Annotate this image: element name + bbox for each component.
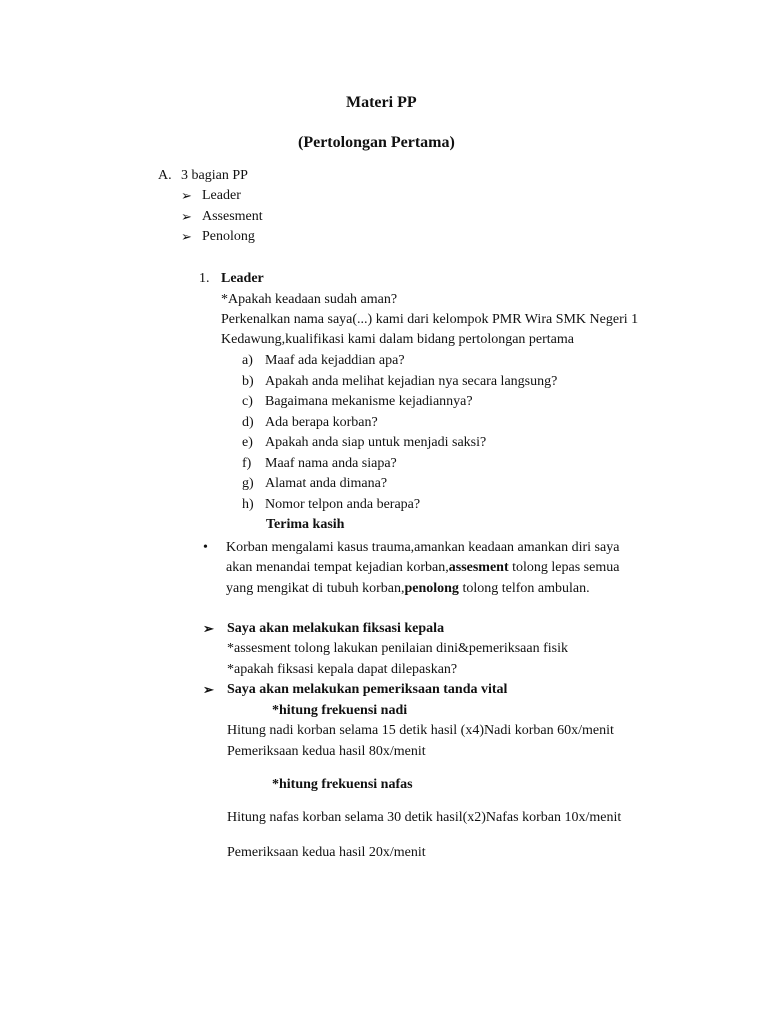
question-item: Maaf ada kejaddian apa? <box>265 353 405 368</box>
section-a-label: 3 bagian PP <box>181 168 248 183</box>
leader-line: Kedawung,kualifikasi kami dalam bidang pertolongan pertama <box>221 332 575 347</box>
question-item: Apakah anda melihat kejadian nya secara langsung? <box>265 374 558 389</box>
paragraph-bold-text: penolong <box>404 581 459 596</box>
leader-number: 1. <box>199 271 210 286</box>
paragraph-text: yang mengikat di tubuh korban, <box>226 581 405 596</box>
question-marker: c) <box>242 394 253 409</box>
arrow-bullet-icon: ➢ <box>203 682 214 697</box>
paragraph-line: Korban mengalami kasus trauma,amankan keadaan amankan diri saya <box>226 540 620 555</box>
fiksasi-heading: Saya akan melakukan fiksasi kepala <box>227 621 445 636</box>
question-item: Apakah anda siap untuk menjadi saksi? <box>265 435 487 450</box>
fiksasi-line: *apakah fiksasi kepala dapat dilepaskan? <box>227 662 458 677</box>
question-marker: d) <box>242 415 254 430</box>
question-item: Bagaimana mekanisme kejadiannya? <box>265 394 473 409</box>
paragraph-line <box>226 559 619 577</box>
question-marker: e) <box>242 435 253 450</box>
section-a-marker: A. <box>158 168 172 183</box>
paragraph-line <box>226 580 590 598</box>
paragraph-text: akan menandai tempat kejadian korban, <box>226 560 449 575</box>
nadi-heading: *hitung frekuensi nadi <box>272 703 408 718</box>
question-item: Nomor telpon anda berapa? <box>265 497 421 512</box>
doc-title: Materi PP <box>346 94 417 111</box>
arrow-bullet-icon: ➢ <box>181 209 192 224</box>
question-item: Ada berapa korban? <box>265 415 378 430</box>
question-item: Maaf nama anda siapa? <box>265 456 397 471</box>
arrow-bullet-icon: ➢ <box>181 188 192 203</box>
arrow-bullet-icon: ➢ <box>181 229 192 244</box>
doc-subtitle: (Pertolongan Pertama) <box>298 134 455 151</box>
question-marker: b) <box>242 374 254 389</box>
nafas-heading: *hitung frekuensi nafas <box>272 777 413 792</box>
paragraph-bold-text: assesment <box>448 560 509 575</box>
nafas-line: Pemeriksaan kedua hasil 20x/menit <box>227 845 426 860</box>
vital-heading: Saya akan melakukan pemeriksaan tanda vital <box>227 682 508 697</box>
list-item: Leader <box>202 188 241 203</box>
fiksasi-line: *assesment tolong lakukan penilaian dini&pemeriksaan fisik <box>227 641 568 656</box>
leader-line: *Apakah keadaan sudah aman? <box>221 292 398 307</box>
nadi-line: Pemeriksaan kedua hasil 80x/menit <box>227 744 426 759</box>
question-marker: a) <box>242 353 253 368</box>
question-marker: f) <box>242 456 252 471</box>
leader-heading: Leader <box>221 271 264 286</box>
dot-bullet-icon: • <box>203 540 208 555</box>
list-item: Penolong <box>202 229 255 244</box>
paragraph-text: tolong telfon ambulan. <box>458 581 590 596</box>
nafas-line: Hitung nafas korban selama 30 detik hasil(x2)Nafas korban 10x/menit <box>227 810 622 825</box>
question-marker: h) <box>242 497 254 512</box>
leader-line: Perkenalkan nama saya(...) kami dari kelompok PMR Wira SMK Negeri 1 <box>221 312 639 327</box>
list-item: Assesment <box>202 209 263 224</box>
nadi-line: Hitung nadi korban selama 15 detik hasil (x4)Nadi korban 60x/menit <box>227 723 614 738</box>
arrow-bullet-icon: ➢ <box>203 621 214 636</box>
thanks-text: Terima kasih <box>266 517 345 532</box>
question-item: Alamat anda dimana? <box>265 476 388 491</box>
question-marker: g) <box>242 476 254 491</box>
paragraph-text: tolong lepas semua <box>508 560 620 575</box>
